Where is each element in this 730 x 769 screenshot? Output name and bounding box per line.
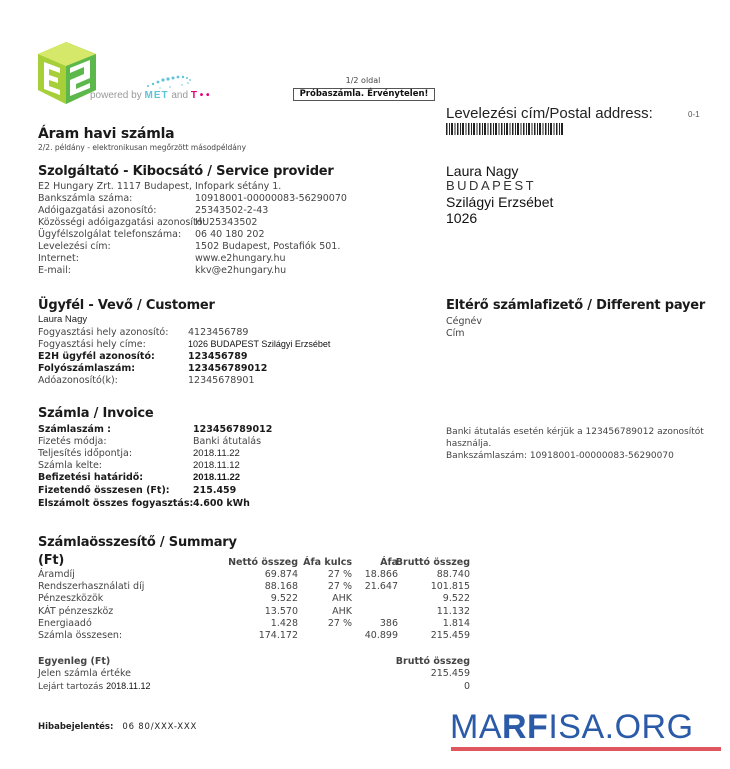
summary-total-net: 174.172 xyxy=(258,630,298,641)
e2-logo xyxy=(36,40,98,106)
col-header-rate: Áfa kulcs xyxy=(303,557,352,568)
summary-row-label: KÁT pénzeszköz xyxy=(38,606,114,617)
col-header-gross: Bruttó összeg xyxy=(395,557,470,568)
balance-col-header: Bruttó összeg xyxy=(395,656,470,667)
recipient-city: BUDAPEST xyxy=(446,178,537,193)
summary-net: 88.168 xyxy=(264,581,298,592)
barcode xyxy=(446,123,564,135)
watermark-underline xyxy=(451,747,721,751)
payment-note-line1: Banki átutalás esetén kérjük a 123456789012 azonosítót xyxy=(446,427,704,437)
customer-details: Fogyasztási hely azonosító: 4123456789 Fogyasztási hely címe: 1026 BUDAPEST Szilágyi Erzsébet E2H ügyfél azonosító: 123456789 Folyószámlaszám: 123456789012 Adóazonosító(k): 12345678901 xyxy=(38,327,331,386)
invoice-heading: Számla / Invoice xyxy=(38,406,154,421)
overdue-row xyxy=(38,681,150,692)
payer-company: Cégnév xyxy=(446,316,482,327)
summary-row-label: Energiaadó xyxy=(38,618,92,629)
summary-vat: 18.866 xyxy=(364,569,398,580)
telekom-logo: T • • xyxy=(190,90,210,101)
summary-table xyxy=(38,557,478,707)
summary-rate: 27 % xyxy=(327,618,352,629)
summary-rate: AHK xyxy=(332,606,352,617)
summary-unit: (Ft) xyxy=(38,553,65,568)
summary-total-gross: 215.459 xyxy=(430,630,470,641)
recipient-name: Laura Nagy xyxy=(446,163,519,179)
overdue-label: Lejárt tartozás xyxy=(38,682,104,692)
fault-report-phone: 06 80/XXX-XXX xyxy=(122,722,198,732)
met-dots-decoration xyxy=(140,72,196,90)
summary-gross: 101.815 xyxy=(430,581,470,592)
col-header-net: Nettó összeg xyxy=(228,557,298,568)
col-header-vat: Áfa xyxy=(380,557,398,568)
summary-heading: Számlaösszesítő / Summary xyxy=(38,535,237,550)
and-text: and xyxy=(171,90,189,101)
payer-heading: Eltérő számlafizető / Different payer xyxy=(446,298,706,313)
payment-note-line2: használja. xyxy=(446,439,492,449)
summary-total-vat: 40.899 xyxy=(364,630,398,641)
fault-report xyxy=(38,722,197,732)
overdue-value: 0 xyxy=(463,681,470,692)
payment-note-bank: Bankszámlaszám: 10918001-00000083-56290070 xyxy=(446,451,674,461)
marfisa-watermark: MARFISA.ORG xyxy=(450,708,694,746)
postal-address-label: Levelezési cím/Postal address: xyxy=(446,105,653,122)
summary-net: 13.570 xyxy=(264,606,298,617)
overdue-date: 2018.11.12 xyxy=(106,681,151,691)
met-logo: MET xyxy=(144,90,169,101)
powered-by-line xyxy=(90,90,210,101)
summary-rate: AHK xyxy=(332,593,352,604)
summary-total-label: Számla összesen: xyxy=(38,630,123,641)
powered-by-text: powered by xyxy=(90,90,142,101)
provider-address: E2 Hungary Zrt. 1117 Budapest, Infopark sétány 1. xyxy=(38,181,282,192)
recipient-street: Szilágyi Erzsébet xyxy=(446,194,554,210)
summary-vat: 386 xyxy=(379,618,398,629)
postal-code: 0-1 xyxy=(688,110,700,119)
provider-heading: Szolgáltató - Kibocsátó / Service provider xyxy=(38,164,334,179)
summary-net: 1.428 xyxy=(270,618,298,629)
summary-row-label: Rendszerhasználati díj xyxy=(38,581,145,592)
summary-gross: 1.814 xyxy=(442,618,470,629)
summary-row-label: Áramdíj xyxy=(38,569,75,580)
customer-name: Laura Nagy xyxy=(38,314,88,325)
customer-heading: Ügyfél - Vevő / Customer xyxy=(38,298,215,313)
summary-gross: 88.740 xyxy=(436,569,470,580)
page-info: 1/2 oldal xyxy=(345,76,381,85)
summary-net: 69.874 xyxy=(264,569,298,580)
test-invoice-label: Próbaszámla. Érvénytelen! xyxy=(293,88,435,101)
provider-details: Bankszámla száma: 10918001-00000083-56290070 Adóigazgatási azonosító: 25343502-2-43 Közösségi adóigazgatási azonosító: HU25343502 Ügyfélszolgálat telefonszáma: 06 40 180 202 Levelezési cím: 1502 Budapest, Postafiók 501. Internet: www.e2hungary.hu E-mail: kkv@e2hungary.hu xyxy=(38,193,347,276)
recipient-zip: 1026 xyxy=(446,210,478,226)
balance-heading: Egyenleg (Ft) xyxy=(38,656,111,667)
summary-row-label: Pénzeszközök xyxy=(38,593,104,604)
invoice-details: Számlaszám : 123456789012 Fizetés módja: Banki átutalás Teljesítés időpontja: 2018.11.22 Számla kelte: 2018.11.12 Befizetési határidő: 2018.11.22 Fizetendő összesen (Ft): 215.459 Elszámolt összes fogyasztás: 4.600 kWh xyxy=(38,424,273,509)
summary-vat: 21.647 xyxy=(364,581,398,592)
page-subtitle: 2/2. példány - elektronikusan megőrzött másodpéldány xyxy=(38,143,247,152)
page-title: Áram havi számla xyxy=(38,126,175,142)
current-invoice-label: Jelen számla értéke xyxy=(38,668,131,679)
payer-address: Cím xyxy=(446,328,465,339)
summary-rate: 27 % xyxy=(327,569,352,580)
summary-gross: 11.132 xyxy=(436,606,470,617)
summary-net: 9.522 xyxy=(270,593,298,604)
summary-rate: 27 % xyxy=(327,581,352,592)
summary-gross: 9.522 xyxy=(442,593,470,604)
fault-report-label: Hibabejelentés: xyxy=(38,722,114,732)
current-invoice-value: 215.459 xyxy=(430,668,470,679)
